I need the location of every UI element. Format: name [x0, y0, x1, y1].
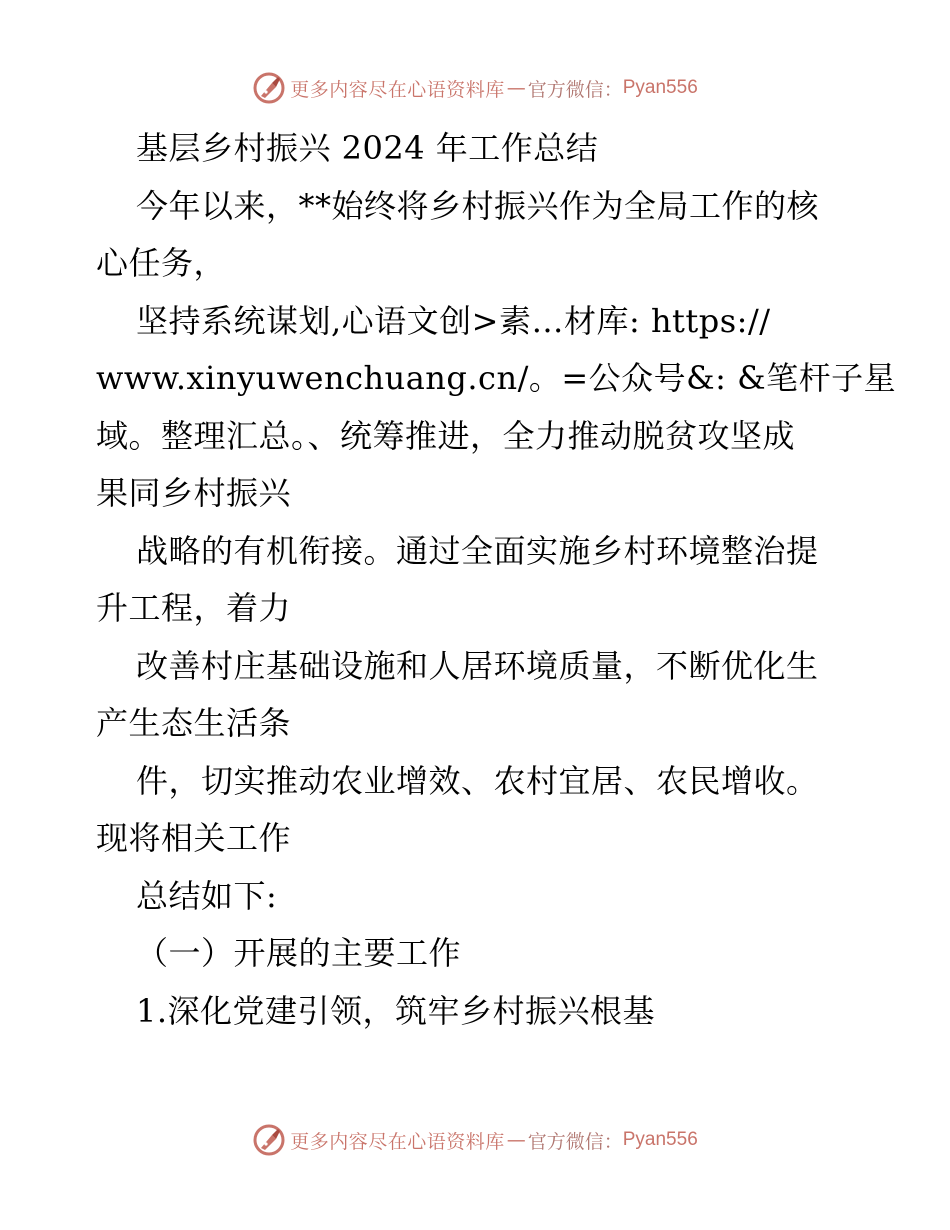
- paragraph-line: 域。整理汇总。、统筹推进，全力推动脱贫攻坚成: [96, 416, 796, 455]
- banner-wechat-label: 官方微信：: [527, 1130, 623, 1153]
- banner-wechat-label: 官方微信：: [527, 78, 623, 101]
- banner-separator: —: [506, 77, 526, 99]
- paragraph-line: 总结如下:: [136, 876, 278, 915]
- paragraph-line: 产生态生活条: [96, 704, 292, 742]
- watermark-banner-top: [0, 68, 950, 108]
- banner-wechat-id: Pyan556: [622, 1129, 698, 1150]
- banner-text: 更多内容尽在心语资料库: [290, 1130, 505, 1153]
- banner-separator: —: [506, 1129, 526, 1151]
- paragraph-line: www.xinyuwenchuang.cn/。=公众号&: &笔杆子星: [96, 359, 897, 397]
- document-title: 基层乡村振兴 2024 年工作总结: [136, 129, 599, 167]
- pen-nib-logo-icon: [252, 71, 286, 105]
- banner-wechat-id: Pyan556: [622, 77, 698, 98]
- pen-nib-logo-icon: [252, 1123, 286, 1157]
- paragraph-line: 件，切实推动农业增效、农村宜居、农民增收。: [136, 761, 819, 800]
- document-body: [96, 120, 897, 1040]
- paragraph-line: 今年以来，**始终将乡村振兴作为全局工作的核: [136, 186, 820, 225]
- paragraph-line: 改善村庄基础设施和人居环境质量，不断优化生: [136, 646, 819, 685]
- watermark-banner-bottom: [0, 1120, 950, 1160]
- paragraph-line: 战略的有机衔接。通过全面实施乡村环境整治提: [136, 531, 819, 570]
- section-heading: （一）开展的主要工作: [136, 934, 462, 972]
- banner-text: 更多内容尽在心语资料库: [290, 78, 505, 101]
- paragraph-line: 果同乡村振兴: [96, 474, 292, 512]
- paragraph-line: 升工程，着力: [96, 589, 292, 627]
- paragraph-line: 现将相关工作: [96, 819, 292, 857]
- subsection-heading: 1.深化党建引领，筑牢乡村振兴根基: [136, 991, 656, 1030]
- paragraph-line: 坚持系统谋划,心语文创>素…材库: https://: [136, 301, 771, 340]
- paragraph-line: 心任务，: [96, 244, 227, 282]
